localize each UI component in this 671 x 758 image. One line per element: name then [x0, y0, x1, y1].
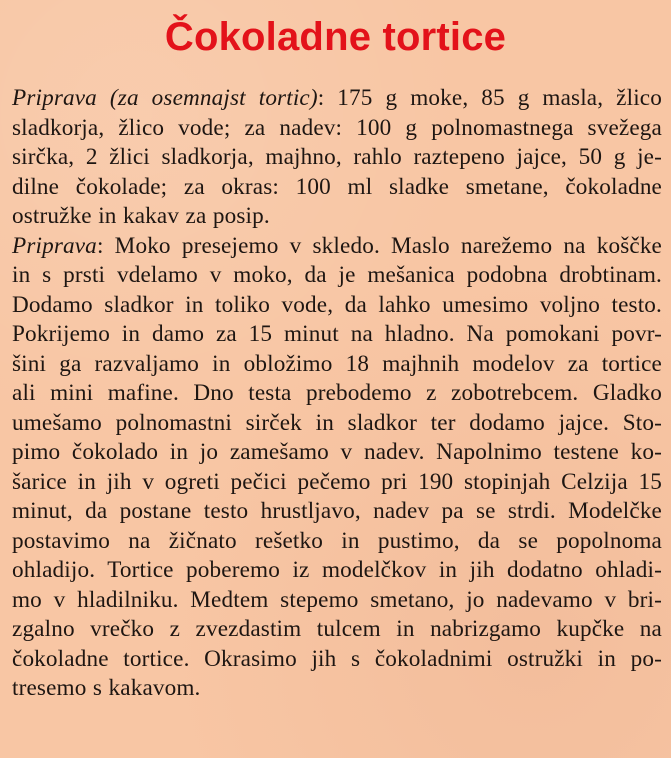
ingredients-line: sladkorja, žlico vode; za nadev: 100 g polnomastnega svežega — [12, 114, 662, 141]
recipe-title: Čokoladne tortice — [164, 15, 507, 59]
ingredients-line: dilne čokolade; za okras: 100 ml sladke smetane, čokoladne — [12, 173, 662, 200]
method-label: Priprava — [12, 232, 97, 259]
method-line: mo v hladilniku. Medtem stepemo smetano, jo nadevamo v bri- — [12, 586, 662, 613]
method-line: tresemo s kakavom. — [12, 675, 201, 701]
method-line: postavimo na žičnato rešetko in pustimo, da se popolnoma — [12, 527, 662, 554]
ingredients-line: sirčka, 2 žlici sladkorja, majhno, rahlo raztepeno jajce, 50 g je- — [12, 144, 662, 170]
method-line — [12, 232, 662, 262]
method-line: pimo čokolado in jo zamešamo v nadev. Napolnimo testene ko- — [12, 439, 662, 465]
method-text: : Moko presejemo v skledo. Maslo narežemo na koščke — [96, 232, 662, 259]
ingredients-text: : 175 g moke, 85 g masla, žlico — [317, 85, 662, 111]
method-line: čokoladne tortice. Okrasimo jih s čokoladnimi ostružki in po- — [12, 645, 662, 672]
ingredients-line — [12, 84, 662, 114]
method-line: ali mini mafine. Dno testa prebodemo z zobotrebcem. Gladko — [12, 380, 662, 406]
method-line: šini ga razvaljamo in obložimo 18 majhnih modelov za tortice — [12, 350, 662, 377]
method-line: Pokrijemo in damo za 15 minut na hladno. Na pomokani povr- — [12, 321, 662, 347]
ingredients-line: ostružke in kakav za posip. — [12, 203, 270, 229]
method-line: in s prsti vdelamo v moko, da je mešanica podobna drobtinam. — [12, 262, 662, 288]
ingredients-label: Priprava (za osemnajst tortic) — [12, 85, 318, 111]
method-line: šarice in jih v ogreti pečici pečemo pri 190 stopinjah Celzija 15 — [12, 468, 662, 495]
method-line: Dodamo sladkor in toliko vode, da lahko umesimo voljno testo. — [12, 291, 662, 318]
method-line: umešamo polnomastni sirček in sladkor ter dodamo jajce. Sto- — [12, 409, 662, 436]
method-line: ohladijo. Tortice poberemo iz modelčkov in jih dodatno ohladi- — [12, 557, 662, 583]
method-line: minut, da postane testo hrustljavo, nadev pa se strdi. Modelčke — [12, 498, 662, 524]
recipe-body — [12, 84, 662, 704]
method-line: zgalno vrečko z zvezdastim tulcem in nabrizgamo kupčke na — [12, 616, 662, 642]
